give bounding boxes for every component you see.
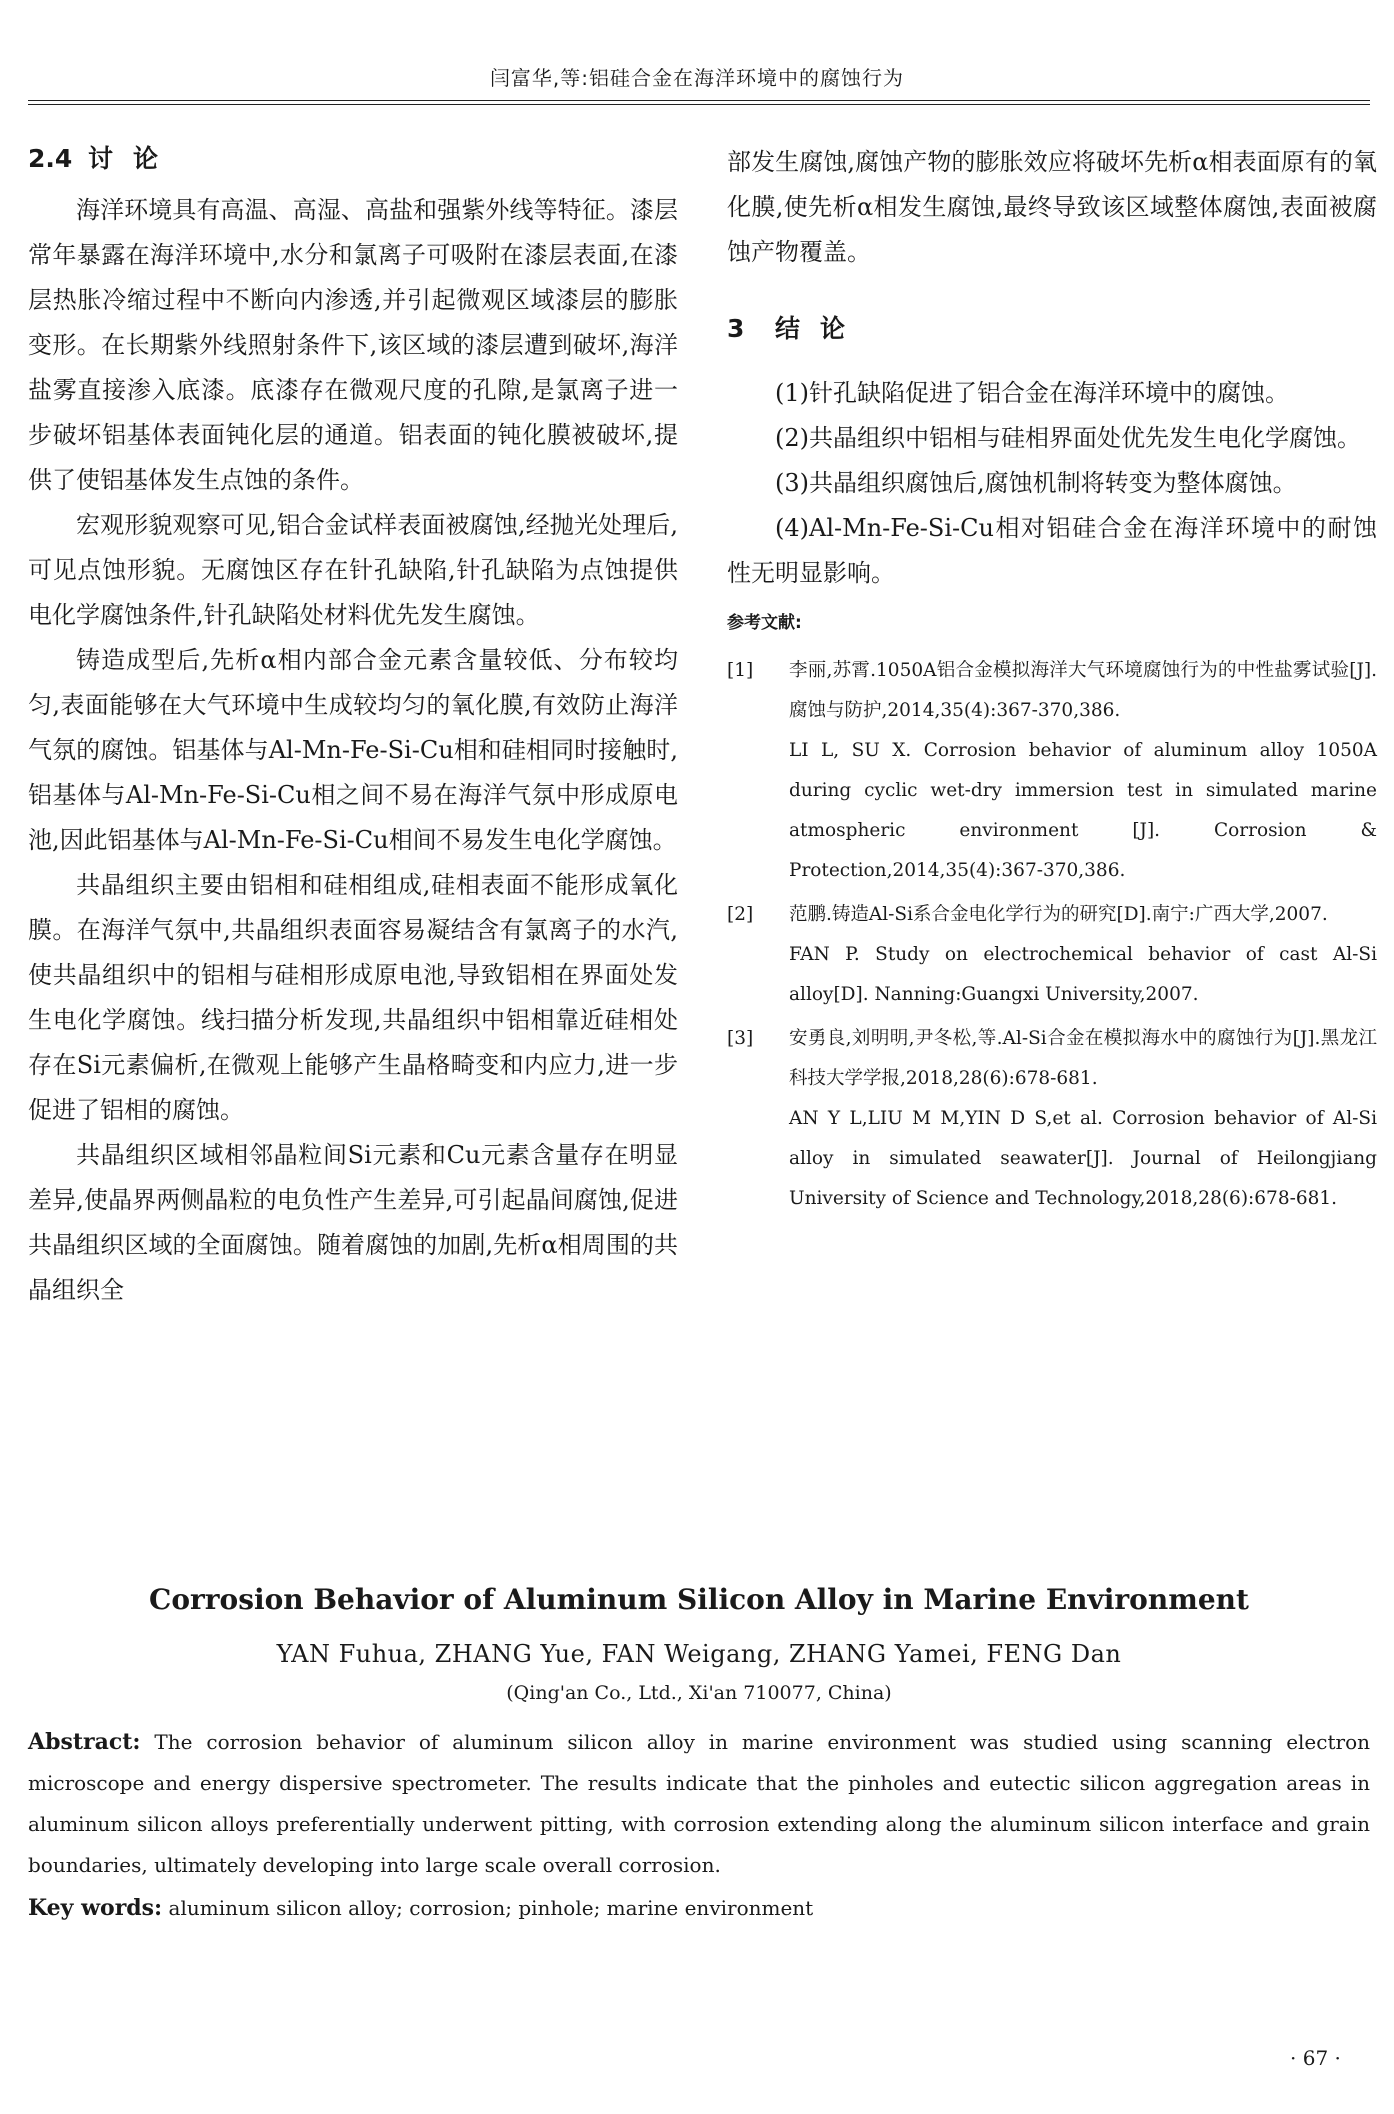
english-authors: YAN Fuhua, ZHANG Yue, FAN Weigang, ZHANG Yamei, FENG Dan [276,1640,1122,1668]
discussion-paragraph: 铸造成型后,先析α相内部合金元素含量较低、分布较均匀,表面能够在大气环境中生成较均匀的氧化膜,有效防止海洋气氛的腐蚀。铝基体与Al-Mn-Fe-Si-Cu相和硅相同时接触时,铝基体与Al-Mn-Fe-Si-Cu相之间不易在海洋气氛中形成原电池,因此铝基体与Al-Mn-Fe-Si-Cu相间不易发生电化学腐蚀。 [28,646,678,854]
section-number: 2.4 [28,144,73,173]
reference-en: AN Y L,LIU M M,YIN D S,et al. Corrosion behavior of Al-Si alloy in simulated seawater[J]. Journal of Heilongjiang University of Science and Technology,2018,28(6):678-681. [789,1108,1377,1209]
discussion-paragraph: 海洋环境具有高温、高湿、高盐和强紫外线等特征。漆层常年暴露在海洋环境中,水分和氯离子可吸附在漆层表面,在漆层热胀冷缩过程中不断向内渗透,并引起微观区域漆层的膨胀变形。在长期紫外线照射条件下,该区域的漆层遭到破坏,海洋盐雾直接渗入底漆。底漆存在微观尺度的孔隙,是氯离子进一步破坏铝基体表面钝化层的通道。铝表面的钝化膜被破坏,提供了使铝基体发生点蚀的条件。 [28,196,678,494]
page-number: · 67 · [1290,2046,1341,2070]
conclusion-item: (3)共晶组织腐蚀后,腐蚀机制将转变为整体腐蚀。 [775,469,1297,497]
reference-cn: 范鹏.铸造Al-Si系合金电化学行为的研究[D].南宁:广西大学,2007. [789,904,1328,925]
running-head: 闫富华,等:铝硅合金在海洋环境中的腐蚀行为 [489,66,905,90]
conclusion-item: (2)共晶组织中铝相与硅相界面处优先发生电化学腐蚀。 [775,424,1361,452]
conclusion-item: (4)Al-Mn-Fe-Si-Cu相对铝硅合金在海洋环境中的耐蚀性无明显影响。 [727,514,1377,587]
english-abstract-block [28,1580,1370,1929]
header-rule [28,100,1370,101]
keywords-text: aluminum silicon alloy; corrosion; pinhole; marine environment [168,1896,814,1920]
section-heading-conclusion [727,309,1377,345]
abstract-label: Abstract: [28,1729,141,1755]
discussion-paragraph: 共晶组织主要由铝相和硅相组成,硅相表面不能形成氧化膜。在海洋气氛中,共晶组织表面容易凝结含有氯离子的水汽,使共晶组织中的铝相与硅相形成原电池,导致铝相在界面处发生电化学腐蚀。线扫描分析发现,共晶组织中铝相靠近硅相处存在Si元素偏析,在微观上能够产生晶格畸变和内应力,进一步促进了铝相的腐蚀。 [28,871,678,1124]
discussion-paragraph: 宏观形貌观察可见,铝合金试样表面被腐蚀,经抛光处理后,可见点蚀形貌。无腐蚀区存在针孔缺陷,针孔缺陷为点蚀提供电化学腐蚀条件,针孔缺陷处材料优先发生腐蚀。 [28,511,678,629]
reference-number: [3] [727,1028,754,1049]
reference-item [727,651,1377,891]
reference-en: LI L, SU X. Corrosion behavior of aluminum alloy 1050A during cyclic wet-dry immersion test in simulated marine atmospheric environment [J]. Corrosion & Protection,2014,35(4):367-370,386. [789,740,1377,881]
english-affiliation: (Qing'an Co., Ltd., Xi'an 710077, China) [506,1682,892,1704]
discussion-continuation: 部发生腐蚀,腐蚀产物的膨胀效应将破坏先析α相表面原有的氧化膜,使先析α相发生腐蚀,最终导致该区域整体腐蚀,表面被腐蚀产物覆盖。 [727,148,1377,266]
reference-en: FAN P. Study on electrochemical behavior of cast Al-Si alloy[D]. Nanning:Guangxi University,2007. [789,944,1377,1005]
reference-item [727,895,1377,1015]
reference-cn: 安勇良,刘明明,尹冬松,等.Al-Si合金在模拟海水中的腐蚀行为[J].黑龙江科技大学学报,2018,28(6):678-681. [789,1028,1377,1089]
section-title: 结论 [775,314,866,343]
discussion-paragraph: 共晶组织区域相邻晶粒间Si元素和Cu元素含量存在明显差异,使晶界两侧晶粒的电负性产生差异,可引起晶间腐蚀,促进共晶组织区域的全面腐蚀。随着腐蚀的加剧,先析α相周围的共晶组织全 [28,1141,678,1304]
reference-item [727,1019,1377,1219]
english-title: Corrosion Behavior of Aluminum Silicon Alloy in Marine Environment [149,1583,1249,1616]
reference-number: [1] [727,660,754,681]
abstract-text: The corrosion behavior of aluminum silicon alloy in marine environment was studied using scanning electron microscope and energy dispersive spectrometer. The results indicate that the pinholes and eutectic silicon aggregation areas in aluminum silicon alloys preferentially underwent pitting, with corrosion extending along the aluminum silicon interface and grain boundaries, ultimately developing into large scale overall corrosion. [28,1730,1370,1877]
section-title: 讨论 [88,144,179,173]
section-number: 3 [727,314,745,343]
english-keywords [28,1888,1370,1929]
section-heading-discussion [28,140,678,178]
right-column [727,140,1377,1223]
keywords-label: Key words: [28,1895,163,1921]
references-title: 参考文献: [727,613,802,633]
conclusion-item: (1)针孔缺陷促进了铝合金在海洋环境中的腐蚀。 [775,379,1289,407]
left-column [28,140,678,1313]
header-rule-thin [28,104,1370,105]
reference-cn: 李丽,苏霄.1050A铝合金模拟海洋大气环境腐蚀行为的中性盐雾试验[J].腐蚀与防护,2014,35(4):367-370,386. [789,660,1377,721]
reference-number: [2] [727,904,754,925]
english-abstract [28,1722,1370,1886]
